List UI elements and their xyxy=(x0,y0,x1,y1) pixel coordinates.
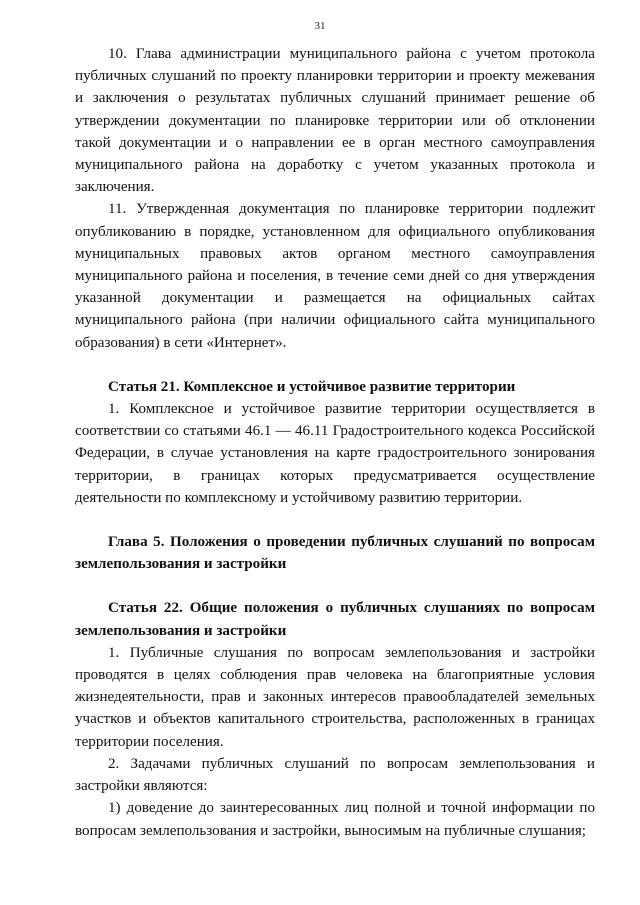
section-spacer xyxy=(75,509,595,531)
article-22-paragraph-2: 2. Задачами публичных слушаний по вопросам землепользования и застройки являются: xyxy=(75,755,595,795)
article-22-heading: Статья 22. Общие положения о публичных слушаниях по вопросам землепользования и застройки xyxy=(75,600,595,639)
page-number: 31 xyxy=(314,20,326,32)
article-21-heading: Статья 21. Комплексное и устойчивое развитие территории xyxy=(108,378,516,395)
section-spacer xyxy=(75,354,595,376)
chapter-5-heading: Глава 5. Положения о проведении публичных слушаний по вопросам землепользования и застройки xyxy=(75,534,595,573)
article-22-item-1: 1) доведение до заинтересованных лиц полной и точной информации по вопросам землепользования и застройки, выносимым на публичные слушания; xyxy=(75,800,595,839)
paragraph-11: 11. Утвержденная документация по планировке территории подлежит опубликованию в порядке, установленном для официального опубликования муниципальных правовых актов органом местного самоуправления муниципального района и поселения, в течение семи дней со дня утверждения указанной документации и размещается на официальных сайтах муниципального района (при наличии официального сайта муниципального образования) в сети «Интернет». xyxy=(75,201,595,351)
paragraph-10: 10. Глава администрации муниципального района с учетом протокола публичных слушаний по проекту планировки территории и проекту межевания и заключения о результатах публичных слушаний принимает решение об утверждении документации по планировке территории или об отклонении такой документации и о направлении ее в орган местного самоуправления муниципального района на доработку с учетом указанных протокола и заключения. xyxy=(75,46,595,196)
section-spacer xyxy=(75,575,595,597)
document-body xyxy=(75,43,595,842)
article-21-paragraph-1: 1. Комплексное и устойчивое развитие территории осуществляется в соответствии со статьями 46.1 — 46.11 Градостроительного кодекса Российской Федерации, в случае установления на карте градостроительного зонирования территории, в границах которых предусматривается осуществление деятельности по комплексному и устойчивому развитию территории. xyxy=(75,401,595,506)
article-22-paragraph-1: 1. Публичные слушания по вопросам землепользования и застройки проводятся в целях соблюдения прав человека на благоприятные условия жизнедеятельности, прав и законных интересов правообладателей земельных участков и объектов капитального строительства, расположенных в границах территории поселения. xyxy=(75,644,595,750)
